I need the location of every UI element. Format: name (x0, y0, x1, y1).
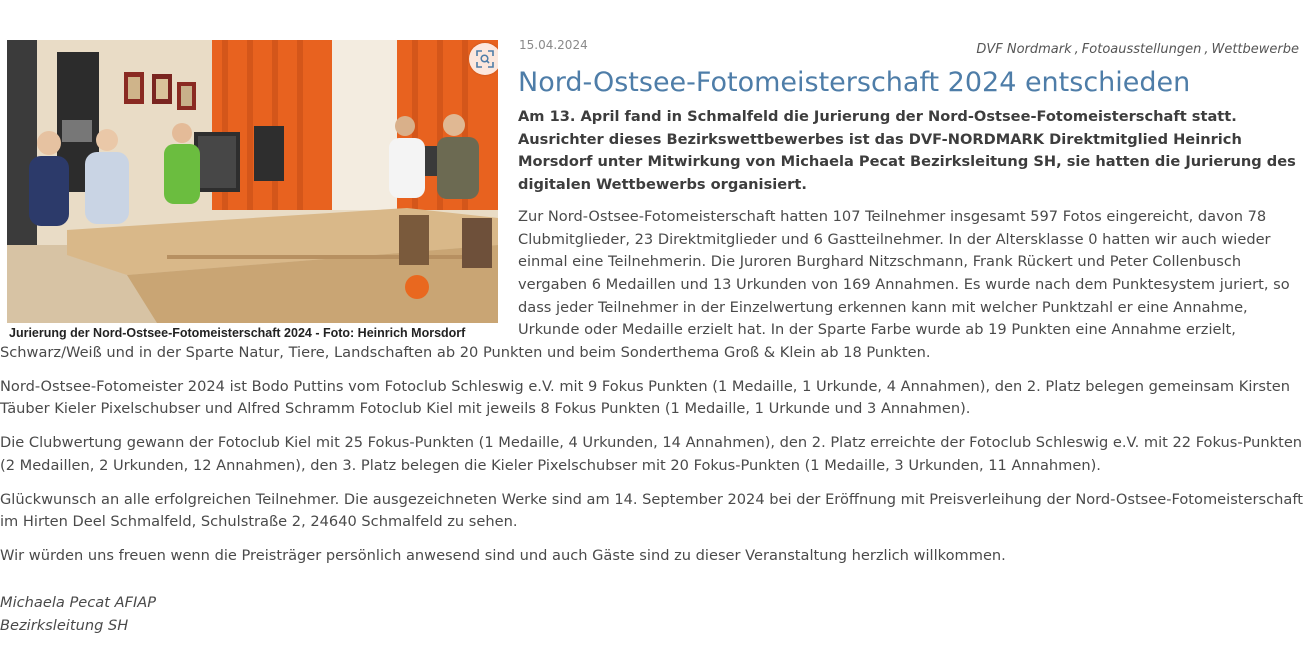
category-link-wettbewerbe[interactable]: Wettbewerbe (1211, 42, 1299, 57)
category-separator: , (1074, 42, 1079, 57)
body-paragraph: Nord-Ostsee-Fotomeister 2024 ist Bodo Puttins vom Fotoclub Schleswig e.V. mit 9 Fokus Punkten (1 Medaille, 1 Urkunde, 4 Annahmen), den 2. Platz belegen gemeinsam Kirsten Täuber Kieler Pixelschubser und Alfred Schramm Fotoclub Kiel mit jeweils 8 Fokus Punkten (1 Medaille, 1 Urkunde und 3 Annahmen). (0, 377, 1290, 418)
category-link-dvf-nordmark[interactable]: DVF Nordmark (976, 42, 1072, 57)
post-date: 15.04.2024 (519, 38, 588, 52)
jury-photo[interactable] (7, 40, 498, 323)
body-paragraph: Wir würden uns freuen wenn die Preisträger persönlich anwesend sind und auch Gäste sind zu dieser Veranstaltung herzlich willkommen. (0, 546, 1006, 564)
category-separator: , (1204, 42, 1209, 57)
body-paragraph: Die Clubwertung gewann der Fotoclub Kiel mit 25 Fokus-Punkten (1 Medaille, 4 Urkunden, 14 Annahmen), den 2. Platz erreichte der Fotoclub Schleswig e.V. mit 22 Fokus-Punkten (2 Medaillen, 2 Urkunden, 12 Annahmen), den 3. Platz belegen die Kieler Pixelschubser mit 20 Fokus-Punkten (1 Medaille, 3 Urkunden, 11 Annahmen). (0, 434, 1303, 474)
signature-role: Bezirksleitung SH (0, 617, 129, 635)
figure-caption: Jurierung der Nord-Ostsee-Fotomeisterschaft 2024 - Foto: Heinrich Morsdorf (9, 326, 466, 340)
category-link-fotoausstellungen[interactable]: Fotoausstellungen (1081, 42, 1202, 57)
article-figure (7, 40, 504, 340)
post-lead: Am 13. April fand in Schmalfeld die Jurierung der Nord-Ostsee-Fotomeisterschaft statt. Ausrichter dieses Bezirkswettbewerbes ist das DVF-NORDMARK Direktmitglied Heinrich Morsdorf unter Mitwirkung von Michaela Pecat Bezirksleitung SH, sie hatten die Jurierung des digitalen Wettbewerbs organisiert. (518, 108, 1296, 194)
zoom-expand-icon (475, 49, 495, 69)
zoom-expand-button[interactable] (469, 43, 498, 75)
signature-name: Michaela Pecat AFIAP (0, 593, 157, 611)
body-paragraph: Zur Nord-Ostsee-Fotomeisterschaft hatten 107 Teilnehmer insgesamt 597 Fotos eingereicht, davon 78 Clubmitglieder, 23 Direktmitglieder und 6 Gastteilnehmer. In der Altersklasse 0 hatten wir auch wieder einmal eine Teilnehmerin. Die Juroren Burghard Nitzschmann, Frank Rückert und Peter Collenbusch vergaben 6 Medaillen und 13 Urkunden von 169 Annahmen. Es wurde nach dem Punktesystem juriert, so dass jeder Teilnehmer in der Einzelwertung erkennen kann mit welcher Punktzahl er eine Annahme, Urkunde oder Medaille erzielt hat. In der Sparte Farbe wurde ab 19 Punkten eine Annahme erzielt, Schwarz/Weiß und in der Sparte Natur, Tiere, Landschaften ab 20 Punkten und beim Sonderthema Groß & Klein ab 18 Punkten. (0, 207, 1290, 362)
body-paragraph: Glückwunsch an alle erfolgreichen Teilnehmer. Die ausgezeichneten Werke sind am 14. September 2024 bei der Eröffnung mit Preisverleihung der Nord-Ostsee-Fotomeisterschaft im Hirten Deel Schmalfeld, Schulstraße 2, 24640 Schmalfeld zu sehen. (0, 490, 1303, 531)
signature (0, 591, 1311, 638)
post-title: Nord-Ostsee-Fotomeisterschaft 2024 entschieden (518, 67, 1191, 98)
post-categories (976, 42, 1299, 57)
jury-photo-illustration (7, 40, 498, 323)
